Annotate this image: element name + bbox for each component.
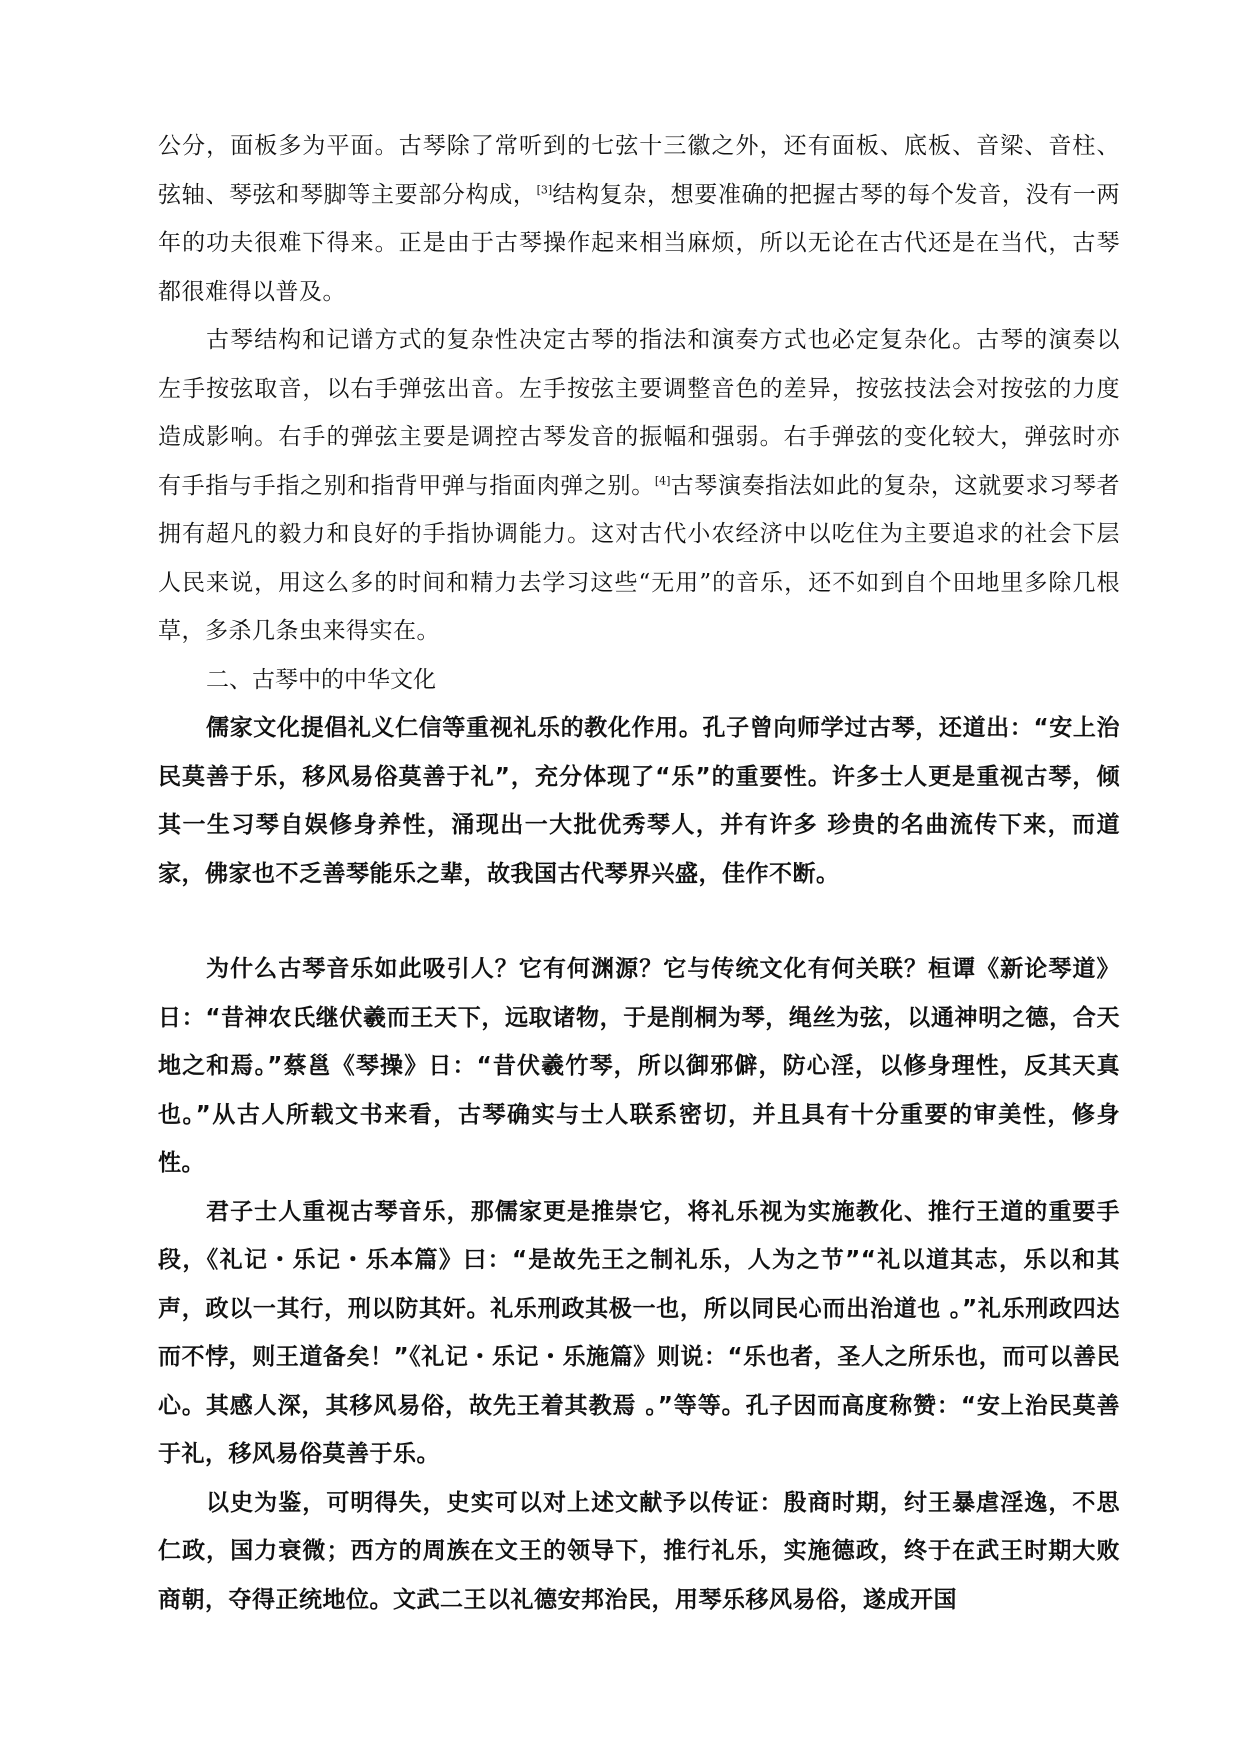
citation-marker: [3] — [536, 182, 553, 196]
citation-marker: [4] — [654, 473, 671, 487]
paragraph-text: 结构复杂，想要准确的把握古琴的每个发音，没有一两年的功夫很难下得来。正是由于古琴操作起来相当麻烦，所以无论在古代还是在当代，古琴都很难得以普及。 — [158, 181, 1120, 305]
paragraph-text: 公分，面板多为平面。古琴除了常听到的七弦十三徽之外，还有面板、底板、音梁、音柱、弦轴、琴弦和琴脚等主要部分构成， — [158, 133, 1120, 208]
paragraph-text: 古琴结构和记谱方式的复杂性决定古琴的指法和演奏方式也必定复杂化。古琴的演奏以左手按弦取音，以右手弹弦出音。左手按弦主要调整音色的差异，按弦技法会对按弦的力度造成影响。右手的弹弦主要是调控古琴发音的振幅和强弱。右手弹弦的变化较大，弹弦时亦有手指与手指之别和指背甲弹与指面肉弹之别。 — [158, 327, 1120, 499]
paragraph-rites-music: 君子士人重视古琴音乐，那儒家更是推崇它，将礼乐视为实施教化、推行王道的重要手段，《礼记・乐记・乐本篇》曰：“是故先王之制礼乐，人为之节”“礼以道其志，乐以和其声，政以一其行，刑以防其奸。礼乐刑政其极一也，所以同民心而出治道也 。”礼乐刑政四达而不悖，则王道备矣！”《礼记・乐记・乐施篇》则说：“乐也者，圣人之所乐也，而可以善民心。其感人深，其移风易俗，故先王着其教焉 。”等等。孔子因而高度称赞：“安上治民莫善于礼，移风易俗莫善于乐。 — [158, 1198, 1120, 1467]
paragraph-qin-structure — [158, 122, 1120, 316]
paragraph-history: 以史为鉴，可明得失，史实可以对上述文献予以传证：殷商时期，纣王暴虐淫逸，不思仁政，国力衰微；西方的周族在文王的领导下，推行礼乐，实施德政，终于在武王时期大败商朝，夺得正统地位。文武二王以礼德安邦治民，用琴乐移风易俗，遂成开国 — [158, 1489, 1120, 1613]
document-body — [158, 122, 1120, 1624]
paragraph-qin-origins: 为什么古琴音乐如此吸引人？它有何渊源？它与传统文化有何关联？桓谭《新论琴道》日：“昔神农氏继伏羲而王天下，远取诸物，于是削桐为琴，绳丝为弦，以通神明之德，合天地之和焉。”蔡邕《琴操》日：“昔伏羲竹琴，所以御邪僻，防心淫，以修身理性，反其天真也。”从古人所载文书来看，古琴确实与士人联系密切，并且具有十分重要的审美性，修身性。 — [158, 956, 1120, 1176]
paragraph-spacer — [158, 898, 1120, 945]
section-heading: 二、古琴中的中华文化 — [206, 666, 436, 693]
paragraph-qin-technique — [158, 316, 1120, 656]
paragraph-confucian-culture: 儒家文化提倡礼义仁信等重视礼乐的教化作用。孔子曾向师学过古琴，还道出：“安上治民莫善于乐，移风易俗莫善于礼”，充分体现了“乐”的重要性。许多士人更是重视古琴，倾其一生习琴自娱修身养性，涌现出一大批优秀琴人，并有许多 珍贵的名曲流传下来，而道家，佛家也不乏善琴能乐之辈，故我国古代琴界兴盛，佳作不断。 — [158, 715, 1120, 887]
paragraph-text: 古琴演奏指法如此的复杂，这就要求习琴者拥有超凡的毅力和良好的手指协调能力。这对古代小农经济中以吃住为主要追求的社会下层人民来说，用这么多的时间和精力去学习这些“无用”的音乐，还不如到自个田地里多除几根草，多杀几条虫来得实在。 — [158, 472, 1121, 644]
